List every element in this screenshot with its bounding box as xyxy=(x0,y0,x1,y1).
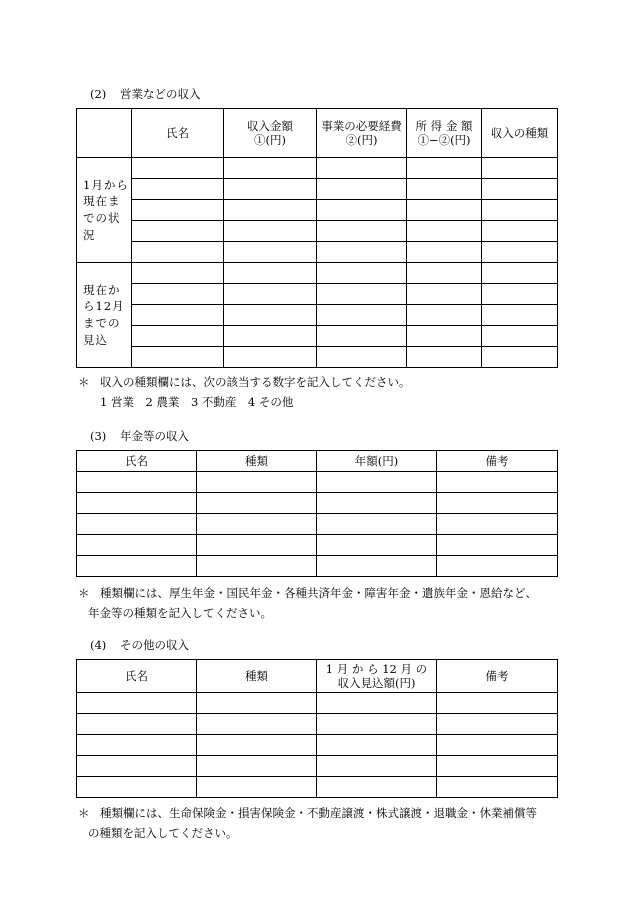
table-row xyxy=(77,756,558,777)
header-earned-line1: 所 得 金 額 xyxy=(415,118,473,133)
earned-cell[interactable] xyxy=(407,158,482,179)
amount-cell[interactable] xyxy=(317,693,437,714)
earned-cell[interactable] xyxy=(407,347,482,368)
note-asterisk: ＊ xyxy=(78,586,90,600)
type-cell[interactable] xyxy=(482,200,558,221)
income-cell[interactable] xyxy=(224,179,317,200)
period-forecast-label: 現在から12月までの見込 xyxy=(77,263,132,368)
earned-cell[interactable] xyxy=(407,305,482,326)
earned-cell[interactable] xyxy=(407,179,482,200)
section2-note xyxy=(78,372,558,412)
income-cell[interactable] xyxy=(224,347,317,368)
note-line: の種類を記入してください。 xyxy=(88,826,238,840)
note-line: 種類欄には、厚生年金・国民年金・各種共済年金・障害年金・遺族年金・恩給など、 xyxy=(100,586,537,600)
kind-cell[interactable] xyxy=(197,535,317,556)
kind-cell[interactable] xyxy=(197,756,317,777)
header-amount: 年額(円) xyxy=(317,451,437,472)
section4-heading xyxy=(90,637,189,653)
remarks-cell[interactable] xyxy=(437,756,558,777)
remarks-cell[interactable] xyxy=(437,714,558,735)
earned-cell[interactable] xyxy=(407,200,482,221)
table-row xyxy=(77,263,558,284)
table-row xyxy=(77,347,558,368)
type-cell[interactable] xyxy=(482,326,558,347)
section4-note xyxy=(78,803,568,843)
name-cell[interactable] xyxy=(77,714,197,735)
kind-cell[interactable] xyxy=(197,777,317,798)
type-cell[interactable] xyxy=(482,305,558,326)
table-row xyxy=(77,472,558,493)
header-amount-line2: 収入見込額(円) xyxy=(337,676,416,690)
remarks-cell[interactable] xyxy=(437,535,558,556)
header-income xyxy=(224,109,317,158)
type-cell[interactable] xyxy=(482,284,558,305)
type-cell[interactable] xyxy=(482,221,558,242)
note-line: 種類欄には、生命保険金・損害保険金・不動産譲渡・株式譲渡・退職金・休業補償等 xyxy=(100,806,537,820)
header-name: 氏名 xyxy=(77,660,197,693)
table-header-row xyxy=(77,109,558,158)
header-kind: 種類 xyxy=(197,660,317,693)
expense-cell[interactable] xyxy=(317,158,407,179)
expense-cell[interactable] xyxy=(317,200,407,221)
table-row xyxy=(77,158,558,179)
table-row xyxy=(77,777,558,798)
kind-cell[interactable] xyxy=(197,556,317,577)
header-name: 氏名 xyxy=(77,451,197,472)
header-expense-line1: 事業の必要経費 xyxy=(321,118,402,133)
income-cell[interactable] xyxy=(224,284,317,305)
remarks-cell[interactable] xyxy=(437,735,558,756)
amount-cell[interactable] xyxy=(317,777,437,798)
name-cell[interactable] xyxy=(132,179,224,200)
earned-cell[interactable] xyxy=(407,221,482,242)
amount-cell[interactable] xyxy=(317,756,437,777)
table-row xyxy=(77,221,558,242)
table-row xyxy=(77,179,558,200)
income-cell[interactable] xyxy=(224,305,317,326)
name-cell[interactable] xyxy=(77,693,197,714)
amount-cell[interactable] xyxy=(317,714,437,735)
remarks-cell[interactable] xyxy=(437,777,558,798)
table-row xyxy=(77,714,558,735)
note-asterisk: ＊ xyxy=(78,375,90,389)
name-cell[interactable] xyxy=(132,221,224,242)
name-cell[interactable] xyxy=(132,326,224,347)
expense-cell[interactable] xyxy=(317,242,407,263)
header-expense xyxy=(317,109,407,158)
earned-cell[interactable] xyxy=(407,263,482,284)
expense-cell[interactable] xyxy=(317,347,407,368)
amount-cell[interactable] xyxy=(317,514,437,535)
period-to-date-label: 1月から現在までの状況 xyxy=(77,158,132,263)
header-kind: 種類 xyxy=(197,451,317,472)
header-blank-cell xyxy=(77,109,132,158)
table-row xyxy=(77,493,558,514)
amount-cell[interactable] xyxy=(317,472,437,493)
kind-cell[interactable] xyxy=(197,735,317,756)
header-expense-line2: ②(円) xyxy=(345,133,378,147)
expense-cell[interactable] xyxy=(317,284,407,305)
amount-cell[interactable] xyxy=(317,493,437,514)
name-cell[interactable] xyxy=(132,200,224,221)
amount-cell[interactable] xyxy=(317,535,437,556)
income-cell[interactable] xyxy=(224,263,317,284)
header-earned-line2: ①−②(円) xyxy=(417,133,471,147)
name-cell[interactable] xyxy=(77,514,197,535)
expense-cell[interactable] xyxy=(317,305,407,326)
name-cell[interactable] xyxy=(132,347,224,368)
header-name: 氏名 xyxy=(132,109,224,158)
table-row xyxy=(77,326,558,347)
remarks-cell[interactable] xyxy=(437,693,558,714)
section2-title: 営業などの収入 xyxy=(119,87,201,101)
section3-heading xyxy=(90,428,189,444)
table-row xyxy=(77,535,558,556)
name-cell[interactable] xyxy=(77,472,197,493)
earned-cell[interactable] xyxy=(407,284,482,305)
note-asterisk: ＊ xyxy=(78,806,90,820)
name-cell[interactable] xyxy=(132,263,224,284)
kind-cell[interactable] xyxy=(197,714,317,735)
income-cell[interactable] xyxy=(224,326,317,347)
expense-cell[interactable] xyxy=(317,221,407,242)
income-cell[interactable] xyxy=(224,242,317,263)
income-cell[interactable] xyxy=(224,158,317,179)
header-earned xyxy=(407,109,482,158)
table-row xyxy=(77,514,558,535)
note-line: 1 営業 2 農業 3 不動産 4 その他 xyxy=(100,395,294,409)
income-cell[interactable] xyxy=(224,221,317,242)
header-remarks: 備考 xyxy=(437,660,558,693)
table-row xyxy=(77,284,558,305)
section4-title: その他の収入 xyxy=(119,638,189,652)
header-amount-line1: 1 月 か ら 12 月 の xyxy=(325,661,428,676)
note-line: 年金等の種類を記入してください。 xyxy=(88,606,272,620)
type-cell[interactable] xyxy=(482,347,558,368)
other-income-table xyxy=(76,659,558,798)
type-cell[interactable] xyxy=(482,263,558,284)
business-income-table xyxy=(76,108,558,368)
kind-cell[interactable] xyxy=(197,472,317,493)
remarks-cell[interactable] xyxy=(437,493,558,514)
table-row xyxy=(77,693,558,714)
header-amount xyxy=(317,660,437,693)
table-row xyxy=(77,556,558,577)
section3-note xyxy=(78,583,568,623)
section2-number: (2) xyxy=(90,87,107,101)
table-row xyxy=(77,200,558,221)
type-cell[interactable] xyxy=(482,158,558,179)
name-cell[interactable] xyxy=(77,535,197,556)
type-cell[interactable] xyxy=(482,242,558,263)
expense-cell[interactable] xyxy=(317,326,407,347)
name-cell[interactable] xyxy=(132,158,224,179)
table-row xyxy=(77,735,558,756)
name-cell[interactable] xyxy=(77,493,197,514)
section4-number: (4) xyxy=(90,638,107,652)
remarks-cell[interactable] xyxy=(437,556,558,577)
name-cell[interactable] xyxy=(77,735,197,756)
expense-cell[interactable] xyxy=(317,179,407,200)
name-cell[interactable] xyxy=(77,777,197,798)
earned-cell[interactable] xyxy=(407,326,482,347)
name-cell[interactable] xyxy=(77,756,197,777)
table-header-row xyxy=(77,451,558,472)
kind-cell[interactable] xyxy=(197,514,317,535)
header-remarks: 備考 xyxy=(437,451,558,472)
amount-cell[interactable] xyxy=(317,556,437,577)
kind-cell[interactable] xyxy=(197,493,317,514)
kind-cell[interactable] xyxy=(197,693,317,714)
name-cell[interactable] xyxy=(132,284,224,305)
remarks-cell[interactable] xyxy=(437,472,558,493)
table-header-row xyxy=(77,660,558,693)
section2-heading xyxy=(90,86,200,102)
table-row xyxy=(77,242,558,263)
table-row xyxy=(77,305,558,326)
type-cell[interactable] xyxy=(482,179,558,200)
earned-cell[interactable] xyxy=(407,242,482,263)
note-line: 収入の種類欄には、次の該当する数字を記入してください。 xyxy=(100,375,411,389)
header-income-line1: 収入金額 xyxy=(247,118,293,133)
name-cell[interactable] xyxy=(132,305,224,326)
name-cell[interactable] xyxy=(132,242,224,263)
header-income-line2: ①(円) xyxy=(254,133,286,147)
header-type: 収入の種類 xyxy=(482,109,558,158)
name-cell[interactable] xyxy=(77,556,197,577)
section3-title: 年金等の収入 xyxy=(119,429,189,443)
income-cell[interactable] xyxy=(224,200,317,221)
remarks-cell[interactable] xyxy=(437,514,558,535)
expense-cell[interactable] xyxy=(317,263,407,284)
amount-cell[interactable] xyxy=(317,735,437,756)
section3-number: (3) xyxy=(90,429,107,443)
pension-income-table xyxy=(76,450,558,577)
